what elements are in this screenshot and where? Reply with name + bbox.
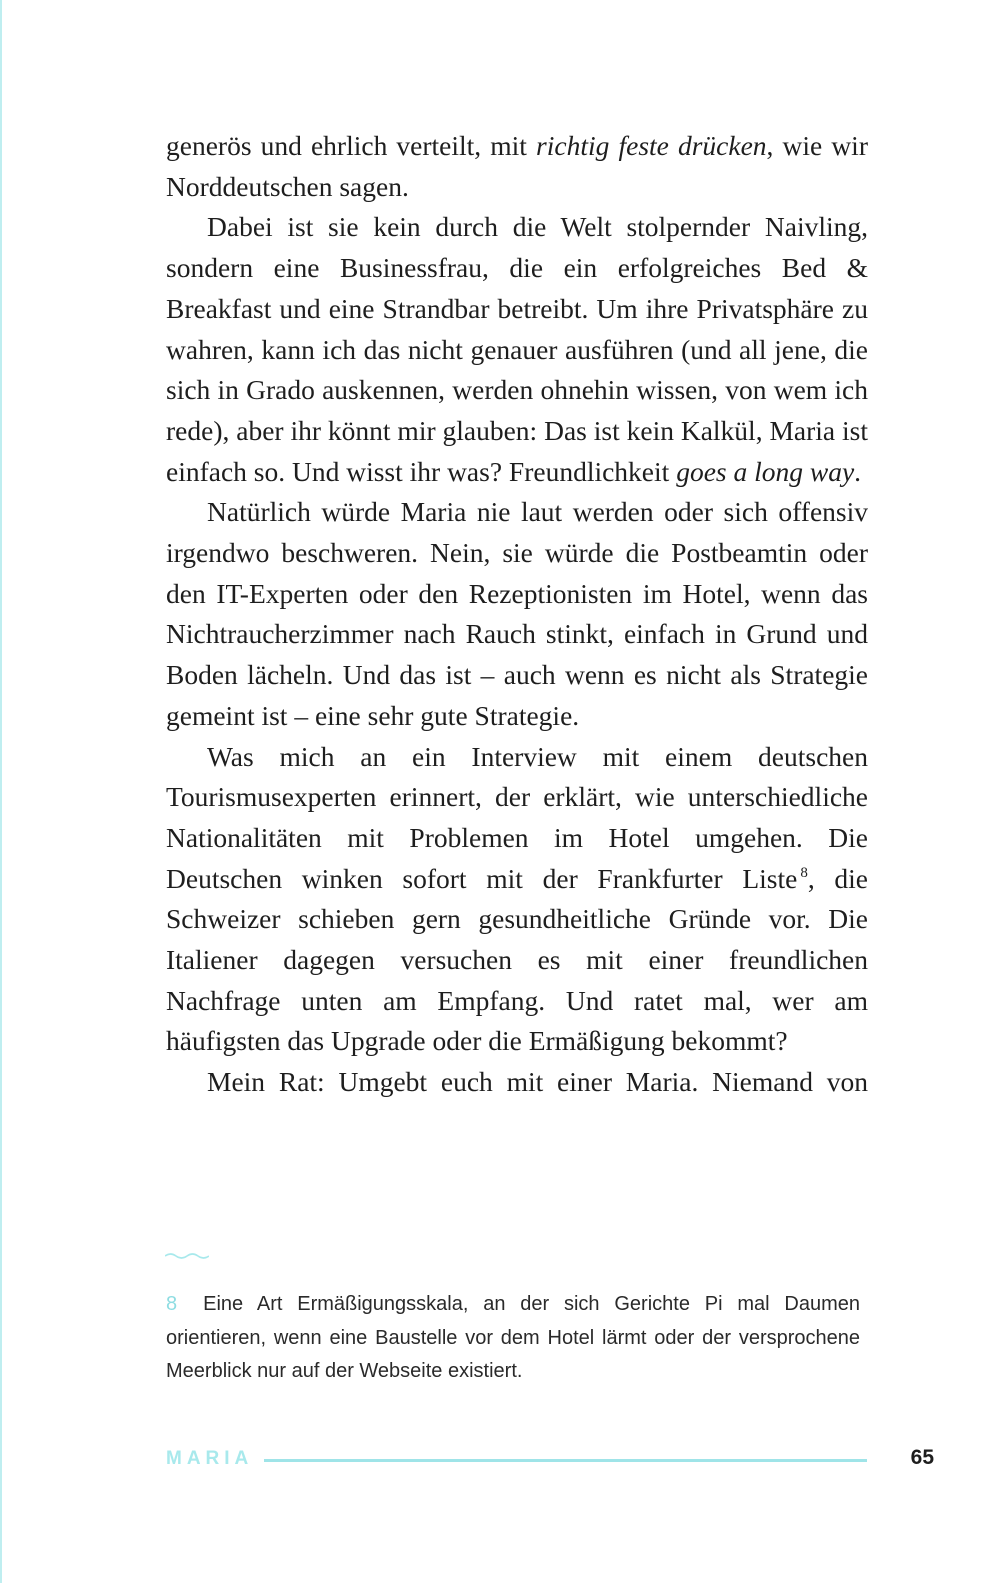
footnote-text: Eine Art Ermäßigungsskala, an der sich Gerichte Pi mal Daumen orientieren, wenn eine Baustelle vor dem Hotel lärmt oder der versprochene Meerblick nur auf der Webseite existiert. [166, 1293, 860, 1382]
paragraph-3: Natürlich würde Maria nie laut werden oder sich offensiv irgendwo beschweren. Nein, sie würde die Postbeamtin oder den IT-Experten oder den Rezeptionisten im Hotel, wenn das Nichtraucherzimmer nach Rauch stinkt, einfach in Grund und Boden lächeln. Und das ist – auch wenn es nicht als Strategie gemeint ist – eine sehr gute Strategie. [166, 496, 868, 731]
footnote [166, 1288, 860, 1389]
paragraph-1-text: generös und ehrlich verteilt, mit [166, 130, 537, 161]
paragraph-1 [166, 126, 868, 207]
footnote-reference[interactable]: 8 [800, 864, 808, 881]
page-number: 65 [910, 1446, 934, 1469]
paragraph-2 [166, 207, 868, 492]
paragraph-5: Mein Rat: Umgebt euch mit einer Maria. Niemand von [207, 1066, 868, 1098]
paragraph-2-text: Dabei ist sie kein durch die Welt stolpernder Naivling, sondern eine Businessfrau, die ein erfolgreiches Bed & Breakfast und eine Strandbar betreibt. Um ihre Privatsphäre zu wahren, kann ich das nicht genauer ausführen (und all jene, die sich in Grado auskennen, werden ohnehin wissen, von wem ich rede), aber ihr könnt mir glauben: Das ist kein Kalkül, Maria ist einfach so. Und wisst ihr was? Freundlichkeit [166, 211, 868, 487]
footer-rule [264, 1459, 867, 1462]
body-text [166, 126, 868, 1103]
page-footer [166, 1444, 934, 1476]
paragraph-1-text-end: , wie wir Norddeutschen sagen. [166, 130, 868, 202]
footnote-number: 8 [166, 1293, 178, 1315]
paragraph-4-text: Was mich an ein Interview mit einem deutschen Tourismusexperten erinnert, der erklärt, wie unterschiedliche Nationalitäten mit Problemen im Hotel umgehen. Die Deutschen winken sofort mit der Frankfurter Liste [166, 740, 868, 894]
paragraph-2-text-end: . [854, 455, 862, 487]
paragraph-4 [166, 737, 868, 1063]
page-edge-line [0, 0, 2, 1583]
paragraph-1-emphasis: richtig feste drücken [536, 130, 767, 161]
paragraph-4-text-end: , die Schweizer schieben gern gesundheitliche Gründe vor. Die Italiener dagegen versuchen es mit einer freundlichen Nachfrage unten am Empfang. Und ratet mal, wer am häufigsten das Upgrade oder die Ermäßigung bekommt? [166, 862, 868, 1057]
running-head: MARIA [166, 1448, 254, 1469]
paragraph-2-emphasis: goes a long way [676, 455, 855, 487]
footnote-separator-wave [165, 1252, 209, 1260]
